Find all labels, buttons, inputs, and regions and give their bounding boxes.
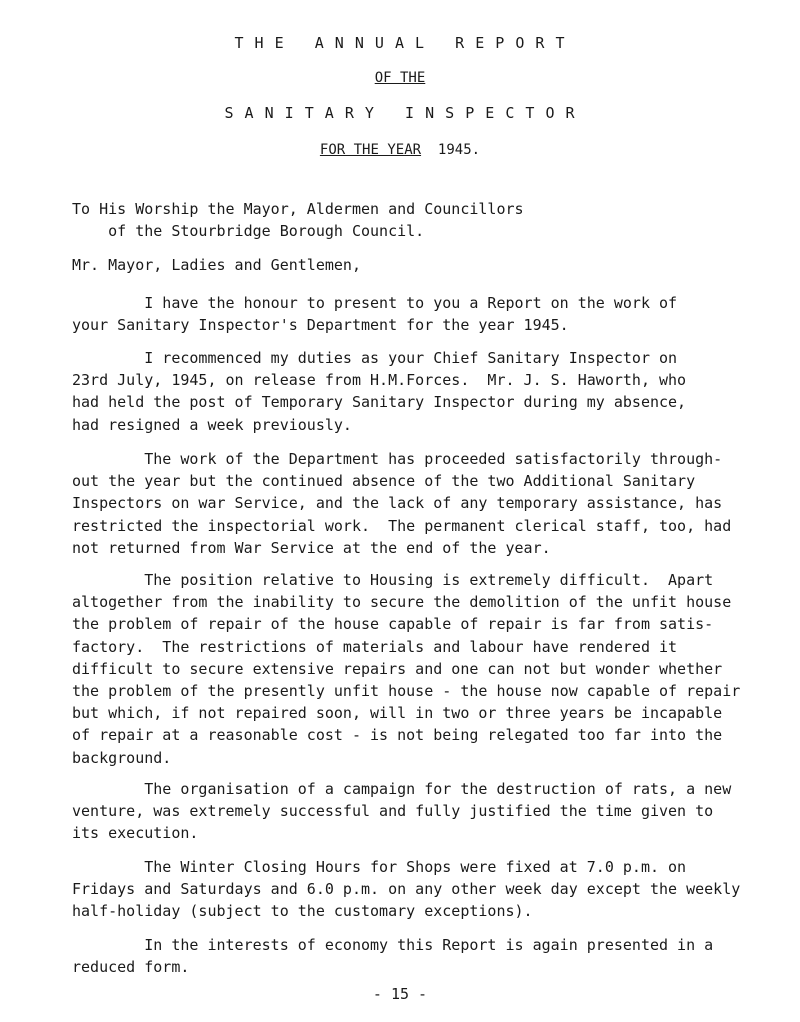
para-line: of repair at a reasonable cost - is not being relegated too far into the xyxy=(72,726,723,745)
para-line: Fridays and Saturdays and 6.0 p.m. on any other week day except the weekly xyxy=(72,880,741,899)
report-year-line xyxy=(0,142,800,158)
para-line: The organisation of a campaign for the destruction of rats, a new xyxy=(72,780,732,798)
para-line: reduced form. xyxy=(72,958,190,977)
para-line: 23rd July, 1945, on release from H.M.Forces. Mr. J. S. Haworth, who xyxy=(72,371,687,390)
para-line: The work of the Department has proceeded satisfactorily through- xyxy=(72,450,723,468)
para-line: its execution. xyxy=(72,824,199,843)
paragraph-housing xyxy=(72,569,772,769)
report-title: T H E A N N U A L R E P O R T xyxy=(234,34,566,52)
para-line: altogether from the inability to secure the demolition of the unfit house xyxy=(72,593,732,612)
para-line: the problem of repair of the house capable of repair is far from satis- xyxy=(72,615,714,634)
para-line: Inspectors on war Service, and the lack of any temporary assistance, has xyxy=(72,494,723,513)
paragraph-recommenced xyxy=(72,347,772,436)
page-number: - 15 - xyxy=(372,985,428,1003)
para-line: but which, if not repaired soon, will in two or three years be incapable xyxy=(72,704,723,723)
para-line: The Winter Closing Hours for Shops were fixed at 7.0 p.m. on xyxy=(72,858,687,876)
para-line: your Sanitary Inspector's Department for the year 1945. xyxy=(72,316,569,335)
year-label: FOR THE YEAR xyxy=(319,142,422,158)
address-line: of the Stourbridge Borough Council. xyxy=(72,222,425,241)
para-line: I recommenced my duties as your Chief Sanitary Inspector on xyxy=(72,349,678,367)
para-line: not returned from War Service at the end of the year. xyxy=(72,538,551,557)
paragraph-report-intro xyxy=(72,292,772,336)
para-line: factory. The restrictions of materials and labour have rendered it xyxy=(72,637,678,656)
para-line: half-holiday (subject to the customary exceptions). xyxy=(72,902,533,921)
para-line: venture, was extremely successful and fully justified the time given to xyxy=(72,802,714,821)
address-line: To His Worship the Mayor, Aldermen and Councillors xyxy=(72,200,524,218)
para-line: the problem of the presently unfit house - the house now capable of repair xyxy=(72,682,741,701)
para-line: restricted the inspectorial work. The permanent clerical staff, too, had xyxy=(72,516,732,535)
para-line: background. xyxy=(72,748,172,767)
year-value: 1945. xyxy=(437,142,481,158)
para-line: In the interests of economy this Report is again presented in a xyxy=(72,936,714,954)
report-subtitle-of-the: OF THE xyxy=(374,70,426,86)
para-line: The position relative to Housing is extremely difficult. Apart xyxy=(72,571,714,589)
paragraph-closing-hours xyxy=(72,856,772,923)
report-subtitle-inspector: S A N I T A R Y I N S P E C T O R xyxy=(224,104,576,122)
paragraph-department-work xyxy=(72,448,772,559)
para-line: I have the honour to present to you a Report on the work of xyxy=(72,294,678,312)
para-line: had held the post of Temporary Sanitary Inspector during my absence, xyxy=(72,393,687,412)
address-block xyxy=(72,198,772,242)
para-line: had resigned a week previously. xyxy=(72,415,352,434)
paragraph-rats-campaign xyxy=(72,778,772,845)
salutation: Mr. Mayor, Ladies and Gentlemen, xyxy=(72,256,361,274)
para-line: out the year but the continued absence of the two Additional Sanitary xyxy=(72,472,696,491)
para-line: difficult to secure extensive repairs and one can not but wonder whether xyxy=(72,659,723,678)
paragraph-economy xyxy=(72,934,772,978)
